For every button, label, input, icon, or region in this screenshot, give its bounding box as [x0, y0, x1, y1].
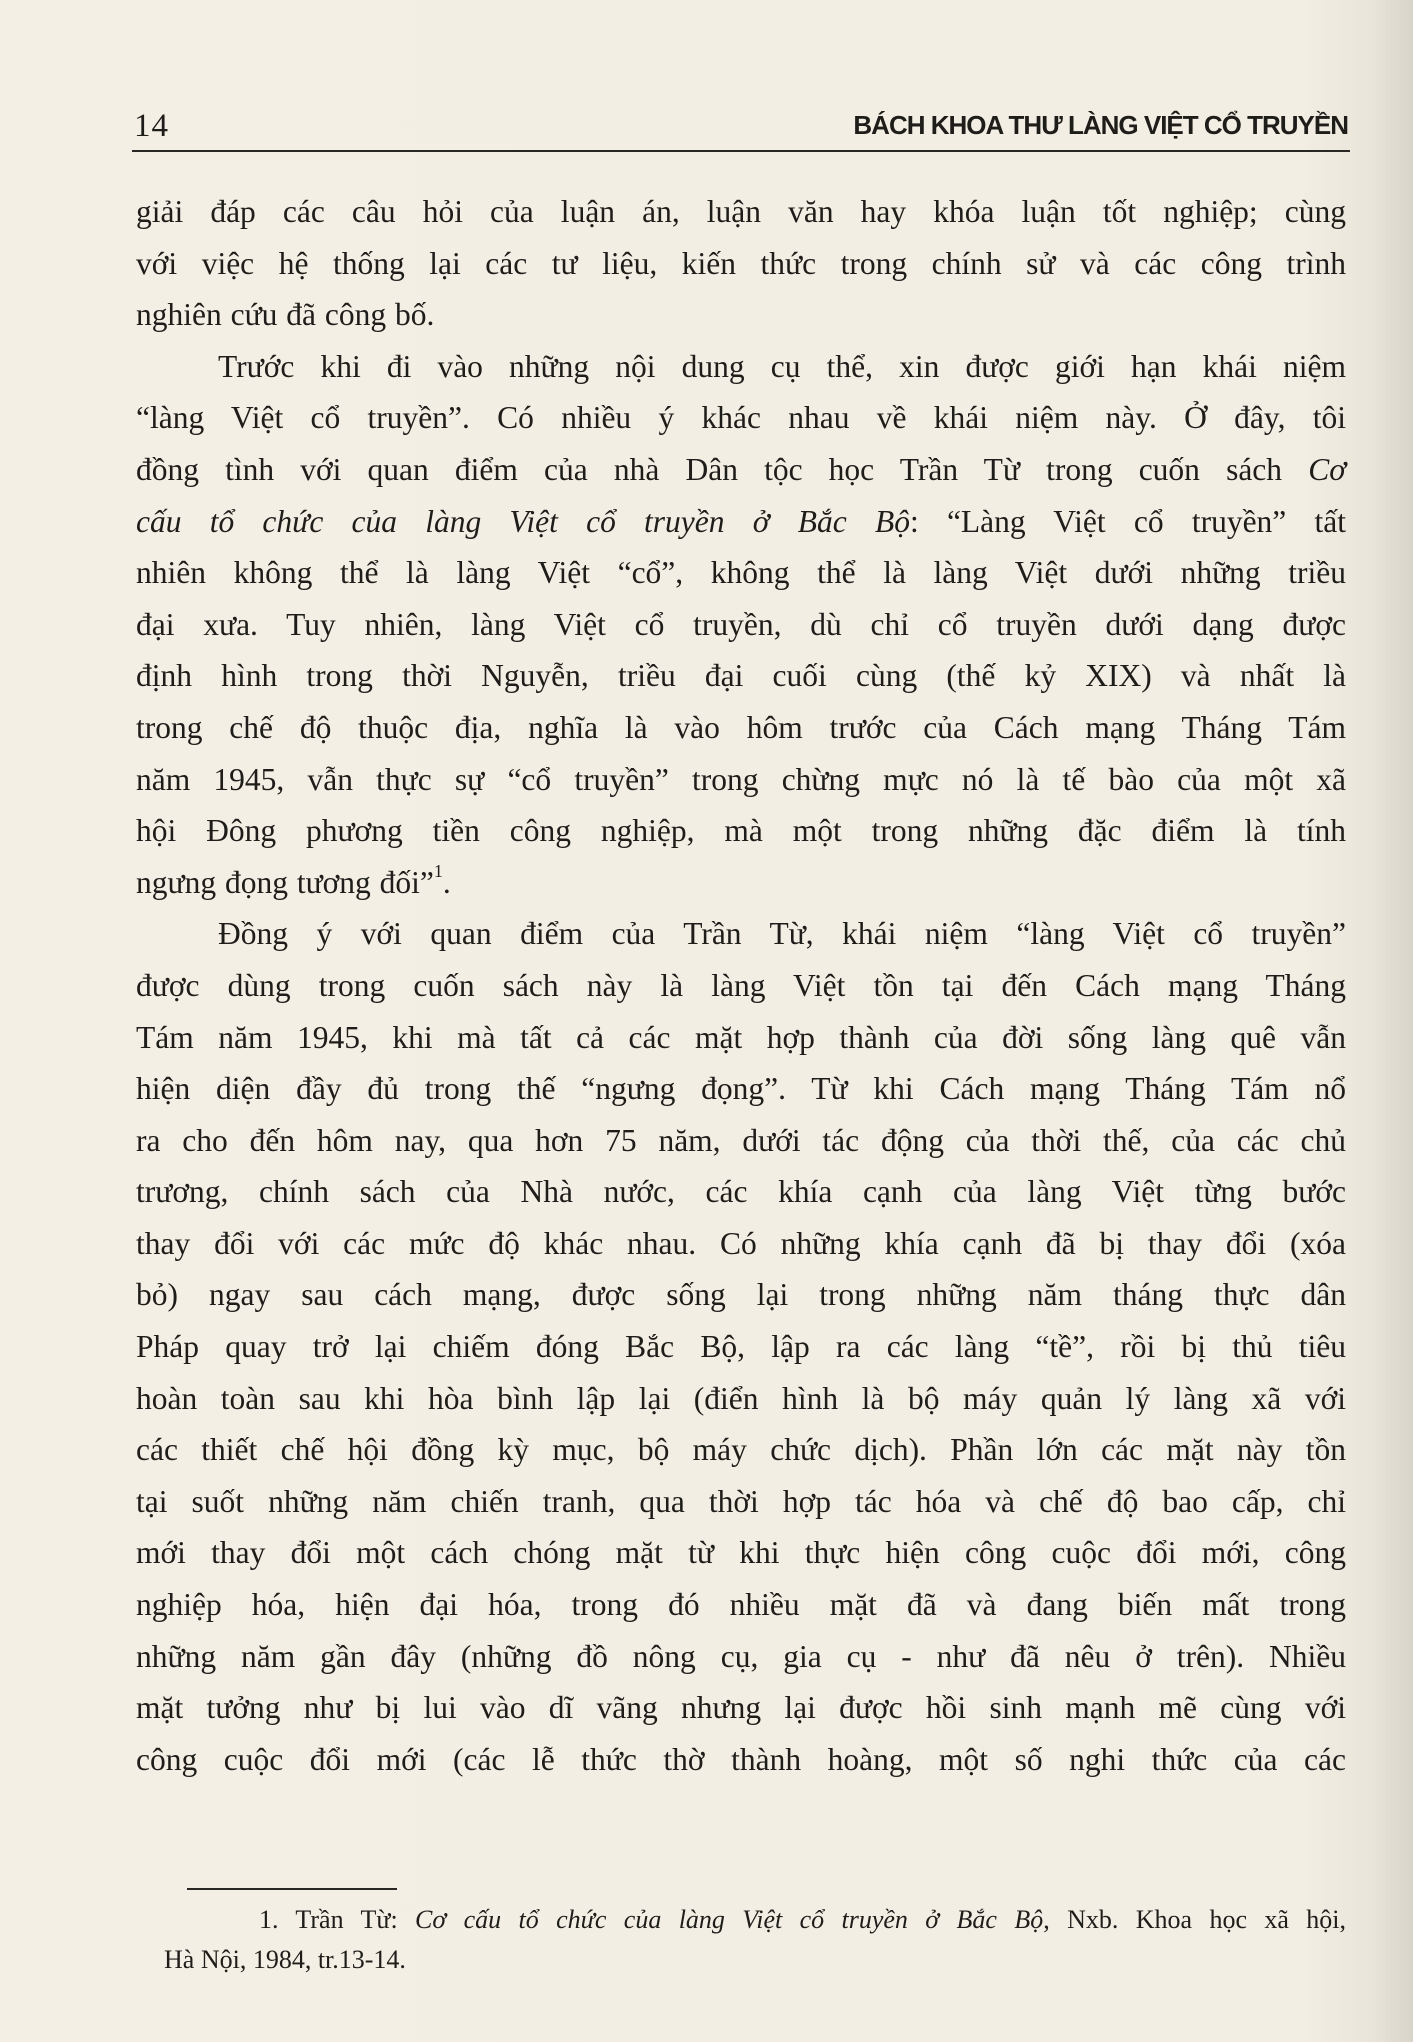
page-number: 14: [134, 108, 169, 144]
text-segment: đồng tình với quan điểm của nhà Dân tộc học Trần Từ trong cuốn sách: [136, 451, 1283, 487]
footnote-line: [136, 1900, 1346, 1940]
italic-title-start: Cơ: [1308, 451, 1347, 487]
paragraph-3: [136, 908, 1346, 1785]
text-line: Đồng ý với quan điểm của Trần Từ, khái niệm “làng Việt cổ truyền”: [218, 916, 1346, 952]
footnote-marker: 1: [433, 861, 443, 882]
text-line: mới thay đổi một cách chóng mặt từ khi thực hiện công cuộc đổi mới, công: [136, 1535, 1346, 1571]
text-line: [136, 496, 1346, 548]
text-line: với việc hệ thống lại các tư liệu, kiến thức trong chính sử và các công trình: [136, 245, 1346, 281]
text-line: Pháp quay trở lại chiếm đóng Bắc Bộ, lập ra các làng “tề”, rồi bị thủ tiêu: [136, 1329, 1346, 1365]
text-line: năm 1945, vẫn thực sự “cổ truyền” trong chừng mực nó là tế bào của một xã: [136, 761, 1346, 797]
footnote: [136, 1900, 1346, 1980]
paragraph-2: [136, 341, 1346, 909]
text-line: tại suốt những năm chiến tranh, qua thời hợp tác hóa và chế độ bao cấp, chỉ: [136, 1483, 1346, 1519]
text-line: đại xưa. Tuy nhiên, làng Việt cổ truyền, dù chỉ cổ truyền dưới dạng được: [136, 606, 1346, 642]
text-segment: : “Làng Việt cổ truyền” tất: [909, 503, 1346, 539]
body-text: [136, 186, 1346, 1785]
text-line: giải đáp các câu hỏi của luận án, luận văn hay khóa luận tốt nghiệp; cùng: [136, 194, 1346, 229]
text-line: [136, 857, 1346, 909]
page-header: [132, 104, 1350, 152]
footnote-number: 1. Trần Từ:: [259, 1905, 416, 1934]
text-line: nghiệp hóa, hiện đại hóa, trong đó nhiều mặt đã và đang biến mất trong: [136, 1587, 1346, 1623]
footnote-publisher: , Nxb. Khoa học xã hội,: [1043, 1905, 1346, 1934]
text-line: các thiết chế hội đồng kỳ mục, bộ máy chức dịch). Phần lớn các mặt này tồn: [136, 1432, 1346, 1468]
footnote-divider: [187, 1888, 397, 1890]
text-line: hiện diện đầy đủ trong thế “ngưng đọng”. Từ khi Cách mạng Tháng Tám nổ: [136, 1071, 1346, 1107]
text-line: trong chế độ thuộc địa, nghĩa là vào hôm trước của Cách mạng Tháng Tám: [136, 709, 1346, 745]
text-line: hoàn toàn sau khi hòa bình lập lại (điển hình là bộ máy quản lý làng xã với: [136, 1380, 1346, 1416]
footnote-book-title: Cơ cấu tổ chức của làng Việt cổ truyền ở Bắc Bộ: [415, 1905, 1044, 1934]
text-line: “làng Việt cổ truyền”. Có nhiều ý khác nhau về khái niệm này. Ở đây, tôi: [136, 400, 1346, 436]
text-line: nghiên cứu đã công bố.: [136, 297, 435, 333]
text-line: hội Đông phương tiền công nghiệp, mà một trong những đặc điểm là tính: [136, 813, 1346, 849]
text-line: Tám năm 1945, khi mà tất cả các mặt hợp thành của đời sống làng quê vẫn: [136, 1019, 1346, 1055]
text-line: bỏ) ngay sau cách mạng, được sống lại trong những năm tháng thực dân: [136, 1277, 1346, 1313]
text-line: trương, chính sách của Nhà nước, các khía cạnh của làng Việt từng bước: [136, 1174, 1346, 1210]
italic-book-title: cấu tổ chức của làng Việt cổ truyền ở Bắc Bộ: [136, 503, 910, 539]
text-segment: ngưng đọng tương đối”: [136, 864, 434, 900]
text-line: [136, 444, 1346, 496]
text-line: công cuộc đổi mới (các lễ thức thờ thành hoàng, một số nghi thức của các: [136, 1741, 1346, 1777]
text-line: thay đổi với các mức độ khác nhau. Có những khía cạnh đã bị thay đổi (xóa: [136, 1225, 1346, 1261]
period: .: [442, 864, 451, 900]
paragraph-1: [136, 186, 1346, 341]
footnote-line: Hà Nội, 1984, tr.13-14.: [164, 1945, 406, 1974]
text-line: ra cho đến hôm nay, qua hơn 75 năm, dưới tác động của thời thế, của các chủ: [136, 1122, 1346, 1158]
text-line: những năm gần đây (những đồ nông cụ, gia cụ - như đã nêu ở trên). Nhiều: [136, 1638, 1346, 1674]
text-line: Trước khi đi vào những nội dung cụ thể, xin được giới hạn khái niệm: [218, 348, 1346, 384]
text-line: được dùng trong cuốn sách này là làng Việt tồn tại đến Cách mạng Tháng: [136, 967, 1346, 1003]
running-title: BÁCH KHOA THƯ LÀNG VIỆT CỔ TRUYỀN: [853, 110, 1348, 140]
text-line: định hình trong thời Nguyễn, triều đại cuối cùng (thế kỷ XIX) và nhất là: [136, 658, 1346, 694]
text-line: nhiên không thể là làng Việt “cổ”, không thể là làng Việt dưới những triều: [136, 555, 1346, 591]
text-line: mặt tưởng như bị lui vào dĩ vãng nhưng lại được hồi sinh mạnh mẽ cùng với: [136, 1690, 1346, 1726]
